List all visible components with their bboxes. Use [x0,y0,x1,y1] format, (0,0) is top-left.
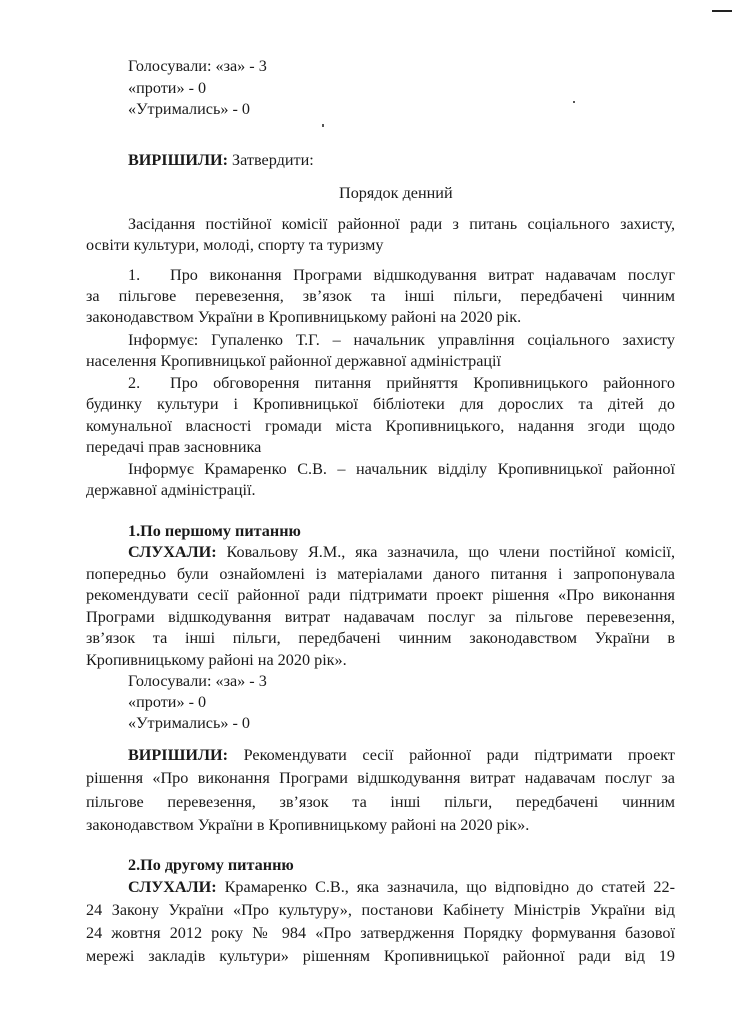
heard-label: СЛУХАЛИ: [128,543,217,561]
heard-line: зв’язок та інші пільги, передбачені чинним законодавством України в [86,629,675,647]
agenda-item-line: будинку культури і Кропивницької бібліотеки для дорослих та дітей до [86,395,675,413]
vote-for: Голосували: «за» - 3 [128,672,267,690]
page-corner-mark [712,10,732,12]
section-heading: 2.По другому питанню [128,856,294,874]
heard-line: СЛУХАЛИ: Ковальову Я.М., яка зазначила, що члени постійної комісії, [128,543,675,561]
section-heading: 1.По першому питанню [128,522,301,540]
heard-line: Кропивницькому районі на 2020 рік». [86,651,347,669]
vote-abstained: «Утримались» - 0 [128,100,251,118]
vote-against: «проти» - 0 [128,693,207,711]
agenda-item-line: передачі прав засновника [86,438,262,456]
vote-against: «проти» - 0 [128,79,207,97]
heard-line: рекомендувати сесії районної ради підтримати проект рішення «Про виконання [86,586,675,604]
heard-label: СЛУХАЛИ: [128,878,217,896]
decided-label: ВИРІШИЛИ: [128,151,228,169]
informs-line: населення Кропивницької районної державної адміністрації [86,352,502,370]
agenda-item-line: Про обговорення питання прийняття Кропивницького районного [170,374,675,392]
agenda-item-line: комунальної власності громади міста Кропивницького, надання згоди щодо [86,417,675,435]
decided-line: рішення «Про виконання Програми відшкодування витрат надавачам послуг за [86,769,675,787]
heard-line: попередньо були ознайомлені із матеріалами даного питання і запропонувала [86,565,675,583]
agenda-item-line: за пільгове перевезення, зв’язок та інші пільги, передбачені чинним [86,287,675,305]
informs-line: державної адміністрації. [86,481,256,499]
agenda-item-line: Про виконання Програми відшкодування витрат надавачам послуг [170,266,675,284]
meeting-line: освіти культури, молоді, спорту та туризму [86,236,384,254]
scan-speck [322,124,324,127]
informs-line: Інформує: Гупаленко Т.Г. – начальник управління соціального захисту [128,331,675,349]
heard-line: мережі закладів культури» рішенням Кропивницької районної ради від 19 [86,947,675,965]
heard-line: 24 Закону України «Про культуру», постанови Кабінету Міністрів України від [86,901,675,919]
heard-line: Програми відшкодування витрат надавачам послуг за пільгове перевезення, [86,608,675,626]
vote-abstained: «Утримались» - 0 [128,714,251,732]
vote-for: Голосували: «за» - 3 [128,57,267,75]
agenda-item-number: 2. [128,374,141,392]
decided-label: ВИРІШИЛИ: [128,746,228,764]
decided-line: законодавством України в Кропивницькому районі на 2020 рік». [86,816,530,834]
heard-line: 24 жовтня 2012 року № 984 «Про затвердження Порядку формування базової [86,924,675,942]
agenda-item-number: 1. [128,266,141,284]
decision-line [128,150,314,170]
decided-line: ВИРІШИЛИ: Рекомендувати сесії районної ради підтримати проект [128,746,675,764]
meeting-line: Засідання постійної комісії районної ради з питань соціального захисту, [128,215,675,233]
agenda-title: Порядок денний [339,184,453,202]
scan-speck [573,101,575,103]
decided-line: пільгове перевезення, зв’язок та інші пільги, передбачені чинним [86,793,675,811]
heard-line: СЛУХАЛИ: Крамаренко С.В., яка зазначила, що відповідно до статей 22- [128,878,675,896]
agenda-item-line: законодавством України в Кропивницькому районі на 2020 рік. [86,308,522,326]
informs-line: Інформує Крамаренко С.В. – начальник відділу Кропивницької районної [128,460,675,478]
decided-text: Затвердити: [228,151,314,169]
